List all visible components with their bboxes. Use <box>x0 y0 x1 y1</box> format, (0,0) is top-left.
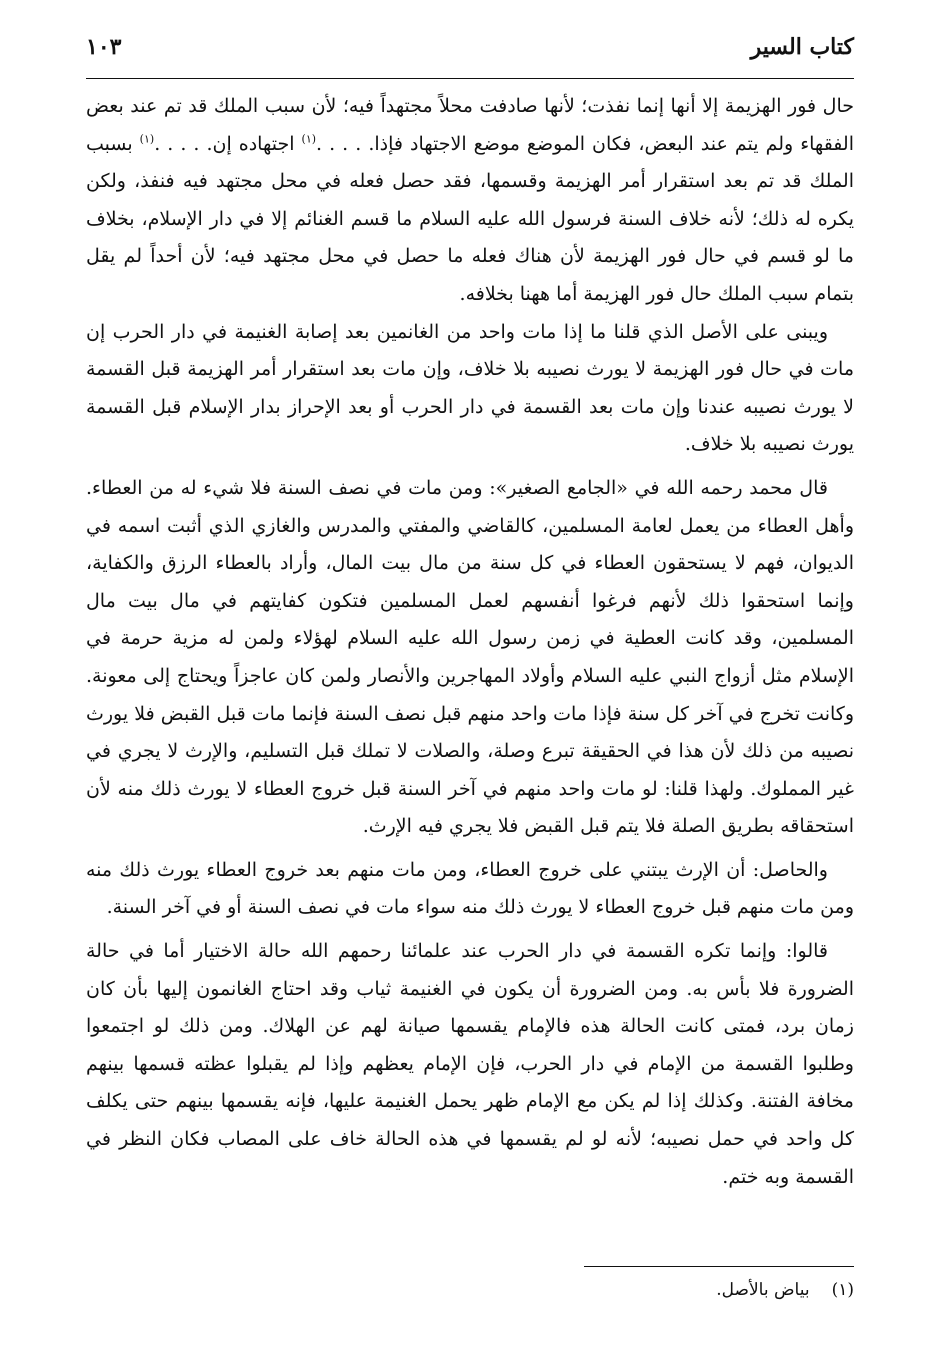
footnote-ref-2[interactable]: (١) <box>139 132 155 146</box>
main-text <box>86 88 854 1196</box>
header-rule <box>86 78 854 79</box>
page-header <box>86 34 854 60</box>
footnote-text: بياض بالأصل. <box>716 1280 810 1300</box>
running-title: كتاب السير <box>750 34 854 60</box>
paragraph-4: والحاصل: أن الإرث يبتني على خروج العطاء، ومن مات منهم بعد خروج العطاء يورث ذلك منه ومن مات منهم قبل خروج العطاء لا يورث ذلك منه سواء مات في نصف السنة أو في آخر السنة. <box>86 858 854 919</box>
paragraph-5: قالوا: وإنما تكره القسمة في دار الحرب عند علمائنا رحمهم الله حالة الاختيار أما في حالة الضرورة فلا بأس به. ومن الضرورة أن يكون في الغنيمة ثياب وقد احتاج الغانمون إليها بأن كان زمان برد، فمتى كانت الحالة هذه فالإمام يقسمها صيانة لهم عن الهلاك. ومن ذلك لو اجتمعوا وطلبوا القسمة من الإمام في دار الحرب، فإن الإمام يعظهم وإذا لم يقبلوا عظته قسمها بينهم مخافة الفتنة. وكذلك إذا لم يكن مع الإمام ظهر يحمل الغنيمة عليها، فإنه يقسمها بينهم حتى يكلف كل واحد في حمل نصيبه؛ لأنه لو لم يقسمها في هذه الحالة خاف على المصاب فكان النظر في القسمة وبه ختم. <box>86 940 854 1188</box>
footnote-rule <box>584 1266 854 1267</box>
paragraph-2: ويبنى على الأصل الذي قلنا ما إذا مات واحد من الغانمين بعد إصابة الغنيمة في دار الحرب إن مات في حال فور الهزيمة لا يورث نصيبه بلا خلاف، وإن مات بعد استقرار أمر الهزيمة قبل القسمة لا يورث نصيبه عندنا وإن مات بعد القسمة في دار الحرب أو بعد الإحراز بدار الإسلام قبل القسمة يورث نصيبه بلا خلاف. <box>86 320 854 456</box>
footnote-number: (١) <box>831 1280 854 1300</box>
footnote-ref-1[interactable]: (١) <box>301 132 317 146</box>
footnote <box>254 1276 854 1304</box>
paragraph-1: حال فور الهزيمة إلا أنها إنما نفذت؛ لأنها صادفت محلاً مجتهداً فيه؛ لأن سبب الملك قد تم عند بعض الفقهاء ولم يتم عند البعض، فكان الموضع موضع الاجتهاد فإذا. . . . .$^{(١)}$ اجتهاده إن. . . . .$^{(١)}$ بسبب الملك قد تم بعد استقرار أمر الهزيمة وقسمها، فقد حصل فعله في محل مجتهد فيه فنفذ، ولكن يكره له ذلك؛ لأنه خلاف السنة فرسول الله عليه السلام ما قسم الغنائم إلا في دار الإسلام، بخلاف ما لو قسم في حال فور الهزيمة لأن هناك فعله ما حصل في محل مجتهد فيه؛ لأن أحداً لم يقل بتمام سبب الملك حال فور الهزيمة أما ههنا بخلافه. <box>86 95 854 305</box>
page-number: ١٠٣ <box>86 34 122 60</box>
paragraph-3: قال محمد رحمه الله في «الجامع الصغير»: ومن مات في نصف السنة فلا شيء له من العطاء. وأهل العطاء من يعمل لعامة المسلمين، كالقاضي والمفتي والمدرس والغازي الذي أثبت اسمه في الديوان، فهم لا يستحقون العطاء في كل سنة من مال بيت المال، وأراد بالعطاء الرزق والكفاية، وإنما استحقوا ذلك لأنهم فرغوا أنفسهم لعمل المسلمين فتكون كفايتهم في مال بيت مال المسلمين، وقد كانت العطية في زمن رسول الله عليه السلام لهؤلاء ولمن له مزية حرمة في الإسلام مثل أزواج النبي عليه السلام وأولاد المهاجرين والأنصار ولمن كان عاجزاً ويحتاج إلى معونة. وكانت تخرج في آخر كل سنة فإذا مات واحد منهم قبل نصف السنة فإنما مات قبل القبض فلا يورث نصيبه من ذلك لأن هذا في الحقيقة تبرع وصلة، والصلات لا تملك قبل التسليم، والإرث لا يجري في غير المملوك. ولهذا قلنا: لو مات واحد منهم في آخر السنة قبل خروج العطاء لا يورث ذلك منه لأن استحقاقه بطريق الصلة فلا يتم قبل القبض فلا يجري فيه الإرث. <box>86 476 854 838</box>
